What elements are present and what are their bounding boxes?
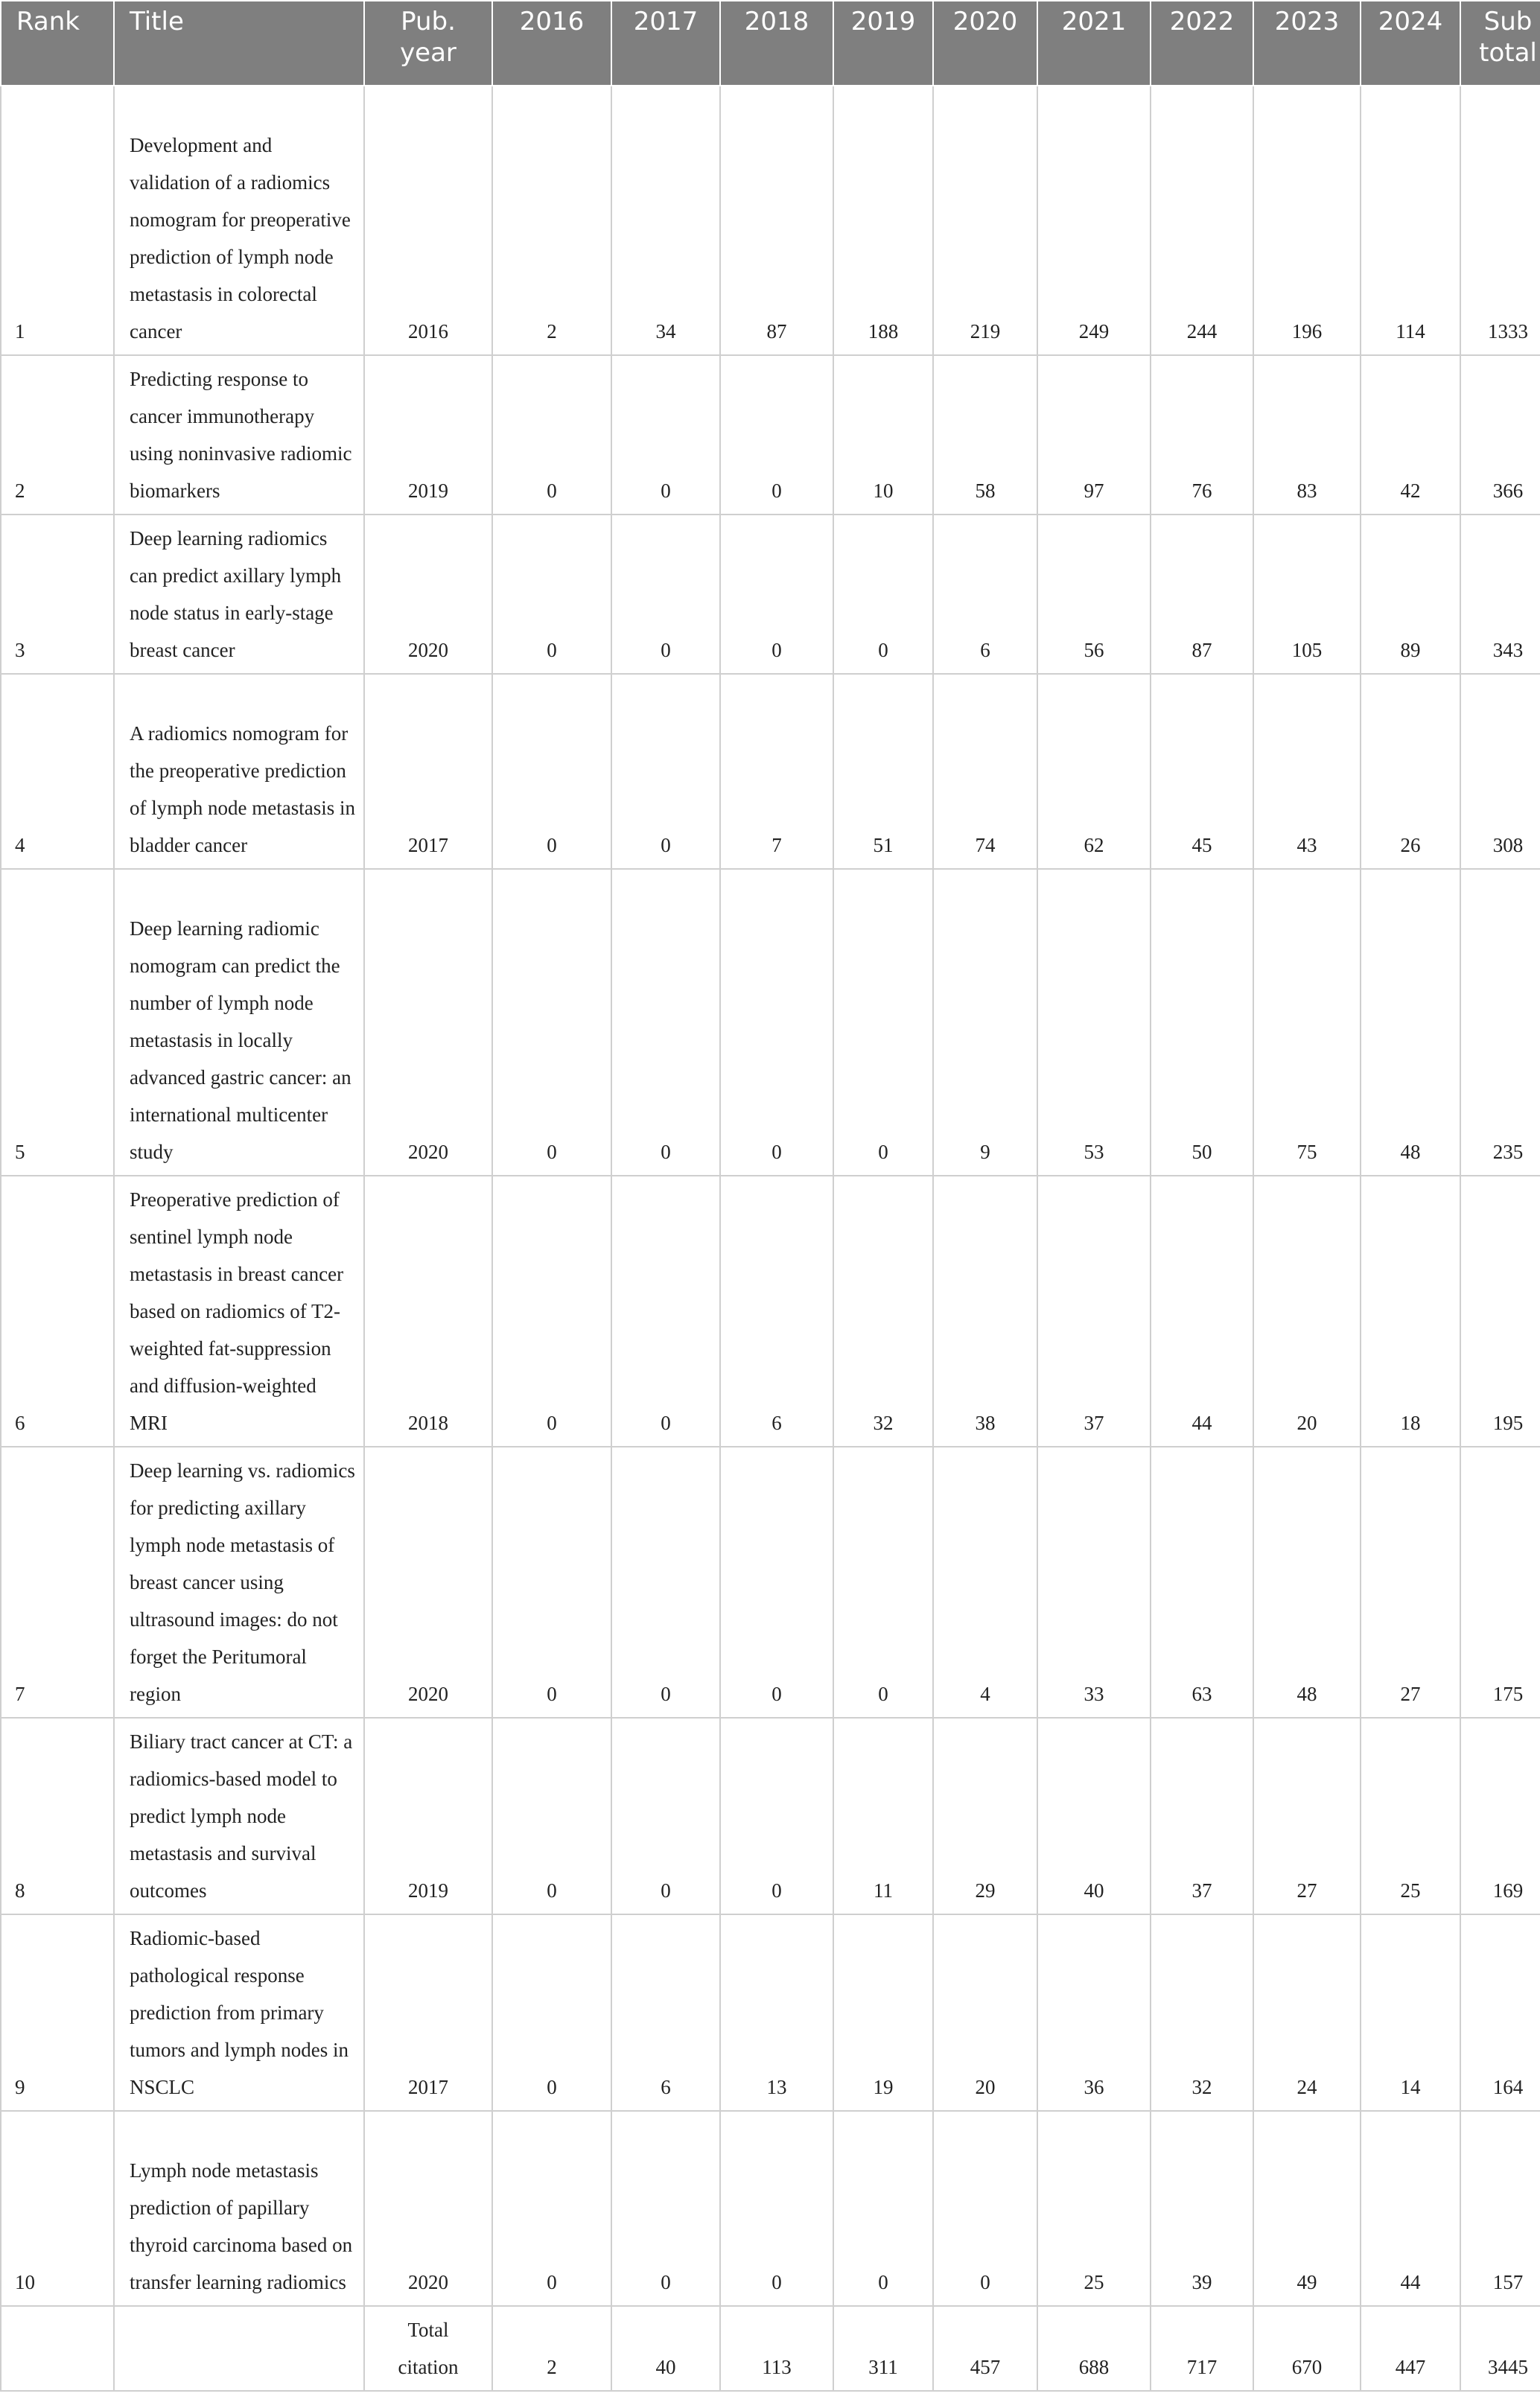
subtotal-cell: 1333 (1460, 86, 1540, 355)
citation-cell: 0 (492, 674, 611, 869)
citation-cell: 0 (611, 1176, 720, 1447)
citation-cell: 51 (833, 674, 933, 869)
total-cell: 311 (833, 2306, 933, 2391)
citation-cell: 244 (1151, 86, 1253, 355)
rank-cell: 7 (1, 1447, 114, 1718)
citation-cell: 6 (933, 515, 1037, 674)
citation-cell: 44 (1361, 2111, 1460, 2306)
citation-cell: 0 (611, 1447, 720, 1718)
pub-year-cell: 2020 (364, 869, 492, 1176)
table-row (1, 1447, 1540, 1718)
subtotal-cell: 343 (1460, 515, 1540, 674)
title-cell: Predicting response to cancer immunotherapy using noninvasive radiomic biomarkers (114, 355, 364, 515)
header-2019: 2019 (833, 1, 933, 86)
total-cell: 2 (492, 2306, 611, 2391)
header-row (1, 1, 1540, 86)
title-cell: Lymph node metastasis prediction of papillary thyroid carcinoma based on transfer learning radiomics (114, 2111, 364, 2306)
citation-cell: 0 (492, 1447, 611, 1718)
citation-cell: 32 (1151, 1914, 1253, 2111)
citation-cell: 34 (611, 86, 720, 355)
title-cell: Development and validation of a radiomics nomogram for preoperative prediction of lymph node metastasis in colorectal cancer (114, 86, 364, 355)
citation-cell: 44 (1151, 1176, 1253, 1447)
citation-cell: 0 (492, 355, 611, 515)
citation-cell: 19 (833, 1914, 933, 2111)
table-row (1, 86, 1540, 355)
title-cell: Biliary tract cancer at CT: a radiomics-based model to predict lymph node metastasis and survival outcomes (114, 1718, 364, 1914)
header-2024: 2024 (1361, 1, 1460, 86)
citation-cell: 27 (1361, 1447, 1460, 1718)
citation-cell: 87 (720, 86, 833, 355)
citation-cell: 105 (1253, 515, 1361, 674)
citation-cell: 39 (1151, 2111, 1253, 2306)
citation-cell: 97 (1037, 355, 1151, 515)
citation-cell: 4 (933, 1447, 1037, 1718)
title-cell: A radiomics nomogram for the preoperative prediction of lymph node metastasis in bladder cancer (114, 674, 364, 869)
header-2016: 2016 (492, 1, 611, 86)
header-2023: 2023 (1253, 1, 1361, 86)
citation-cell: 249 (1037, 86, 1151, 355)
citation-cell: 0 (611, 869, 720, 1176)
rank-cell: 1 (1, 86, 114, 355)
citation-cell: 42 (1361, 355, 1460, 515)
header-2017: 2017 (611, 1, 720, 86)
citation-cell: 87 (1151, 515, 1253, 674)
header-title: Title (114, 1, 364, 86)
citation-cell: 36 (1037, 1914, 1151, 2111)
header-2018: 2018 (720, 1, 833, 86)
pub-year-cell: 2019 (364, 1718, 492, 1914)
table-row (1, 515, 1540, 674)
table-row (1, 674, 1540, 869)
subtotal-cell: 195 (1460, 1176, 1540, 1447)
citation-cell: 48 (1361, 869, 1460, 1176)
citation-cell: 0 (492, 869, 611, 1176)
citation-cell: 0 (492, 1718, 611, 1914)
subtotal-cell: 157 (1460, 2111, 1540, 2306)
rank-cell: 8 (1, 1718, 114, 1914)
total-cell: 670 (1253, 2306, 1361, 2391)
citation-cell: 219 (933, 86, 1037, 355)
citation-cell: 0 (720, 2111, 833, 2306)
citation-cell: 75 (1253, 869, 1361, 1176)
empty-cell (114, 2306, 364, 2391)
subtotal-cell: 164 (1460, 1914, 1540, 2111)
citation-cell: 6 (720, 1176, 833, 1447)
title-cell: Preoperative prediction of sentinel lymph node metastasis in breast cancer based on radiomics of T2-weighted fat-suppression and diffusion-weighted MRI (114, 1176, 364, 1447)
citation-cell: 9 (933, 869, 1037, 1176)
citation-cell: 18 (1361, 1176, 1460, 1447)
pub-year-cell: 2020 (364, 2111, 492, 2306)
citation-cell: 0 (492, 515, 611, 674)
subtotal-cell: 308 (1460, 674, 1540, 869)
header-rank: Rank (1, 1, 114, 86)
header-2021: 2021 (1037, 1, 1151, 86)
rank-cell: 9 (1, 1914, 114, 2111)
total-cell: 447 (1361, 2306, 1460, 2391)
citation-cell: 13 (720, 1914, 833, 2111)
citation-cell: 25 (1361, 1718, 1460, 1914)
citation-cell: 29 (933, 1718, 1037, 1914)
pub-year-cell: 2017 (364, 674, 492, 869)
table-row (1, 355, 1540, 515)
citation-cell: 14 (1361, 1914, 1460, 2111)
citation-cell: 26 (1361, 674, 1460, 869)
total-cell: 113 (720, 2306, 833, 2391)
citation-cell: 74 (933, 674, 1037, 869)
pub-year-cell: 2020 (364, 1447, 492, 1718)
citation-cell: 0 (492, 1914, 611, 2111)
citation-cell: 0 (611, 1718, 720, 1914)
citation-cell: 56 (1037, 515, 1151, 674)
rank-cell: 4 (1, 674, 114, 869)
empty-cell (1, 2306, 114, 2391)
citation-cell: 40 (1037, 1718, 1151, 1914)
citation-cell: 0 (611, 515, 720, 674)
pub-year-cell: 2018 (364, 1176, 492, 1447)
citation-cell: 2 (492, 86, 611, 355)
citation-cell: 11 (833, 1718, 933, 1914)
citation-cell: 24 (1253, 1914, 1361, 2111)
pub-year-cell: 2016 (364, 86, 492, 355)
table-row (1, 1718, 1540, 1914)
title-cell: Radiomic-based pathological response prediction from primary tumors and lymph nodes in NSCLC (114, 1914, 364, 2111)
citation-cell: 0 (720, 869, 833, 1176)
table-row (1, 1176, 1540, 1447)
rank-cell: 2 (1, 355, 114, 515)
pub-year-cell: 2019 (364, 355, 492, 515)
citation-cell: 27 (1253, 1718, 1361, 1914)
citation-cell: 20 (1253, 1176, 1361, 1447)
citation-cell: 43 (1253, 674, 1361, 869)
citation-cell: 114 (1361, 86, 1460, 355)
citation-cell: 0 (611, 355, 720, 515)
citation-cell: 0 (833, 869, 933, 1176)
citation-cell: 25 (1037, 2111, 1151, 2306)
title-cell: Deep learning vs. radiomics for predicting axillary lymph node metastasis of breast cancer using ultrasound images: do not forget the Peritumoral region (114, 1447, 364, 1718)
header-pub-year: Pub. year (364, 1, 492, 86)
citation-cell: 188 (833, 86, 933, 355)
citation-cell: 38 (933, 1176, 1037, 1447)
citation-cell: 0 (833, 2111, 933, 2306)
citation-cell: 7 (720, 674, 833, 869)
citation-cell: 33 (1037, 1447, 1151, 1718)
subtotal-cell: 169 (1460, 1718, 1540, 1914)
citation-cell: 0 (492, 1176, 611, 1447)
citation-cell: 0 (720, 1718, 833, 1914)
citation-cell: 0 (720, 1447, 833, 1718)
citation-cell: 45 (1151, 674, 1253, 869)
citation-cell: 0 (720, 515, 833, 674)
citation-cell: 83 (1253, 355, 1361, 515)
rank-cell: 10 (1, 2111, 114, 2306)
citation-cell: 6 (611, 1914, 720, 2111)
subtotal-cell: 366 (1460, 355, 1540, 515)
table-row (1, 1914, 1540, 2111)
total-row (1, 2306, 1540, 2391)
citation-cell: 49 (1253, 2111, 1361, 2306)
citation-cell: 37 (1151, 1718, 1253, 1914)
citation-cell: 0 (833, 515, 933, 674)
citation-cell: 0 (720, 355, 833, 515)
subtotal-cell: 235 (1460, 869, 1540, 1176)
citation-cell: 0 (611, 2111, 720, 2306)
citation-cell: 50 (1151, 869, 1253, 1176)
citation-cell: 20 (933, 1914, 1037, 2111)
pub-year-cell: 2020 (364, 515, 492, 674)
header-2022: 2022 (1151, 1, 1253, 86)
total-label: Total citation (364, 2306, 492, 2391)
citation-cell: 53 (1037, 869, 1151, 1176)
citation-cell: 76 (1151, 355, 1253, 515)
pub-year-cell: 2017 (364, 1914, 492, 2111)
rank-cell: 5 (1, 869, 114, 1176)
citation-cell: 0 (492, 2111, 611, 2306)
citation-cell: 63 (1151, 1447, 1253, 1718)
citation-cell: 48 (1253, 1447, 1361, 1718)
citation-cell: 62 (1037, 674, 1151, 869)
citation-cell: 37 (1037, 1176, 1151, 1447)
total-cell: 688 (1037, 2306, 1151, 2391)
title-cell: Deep learning radiomics can predict axillary lymph node status in early-stage breast cancer (114, 515, 364, 674)
grand-total-cell: 3445 (1460, 2306, 1540, 2391)
total-cell: 457 (933, 2306, 1037, 2391)
citation-cell: 32 (833, 1176, 933, 1447)
total-cell: 40 (611, 2306, 720, 2391)
rank-cell: 3 (1, 515, 114, 674)
citation-cell: 0 (833, 1447, 933, 1718)
citation-cell: 89 (1361, 515, 1460, 674)
citation-cell: 10 (833, 355, 933, 515)
citation-cell: 0 (611, 674, 720, 869)
subtotal-cell: 175 (1460, 1447, 1540, 1718)
header-subtotal: Sub total (1460, 1, 1540, 86)
citation-cell: 0 (933, 2111, 1037, 2306)
table-row (1, 869, 1540, 1176)
total-cell: 717 (1151, 2306, 1253, 2391)
rank-cell: 6 (1, 1176, 114, 1447)
citation-cell: 58 (933, 355, 1037, 515)
title-cell: Deep learning radiomic nomogram can predict the number of lymph node metastasis in locally advanced gastric cancer: an international multicenter study (114, 869, 364, 1176)
citation-cell: 196 (1253, 86, 1361, 355)
header-2020: 2020 (933, 1, 1037, 86)
table-row (1, 2111, 1540, 2306)
